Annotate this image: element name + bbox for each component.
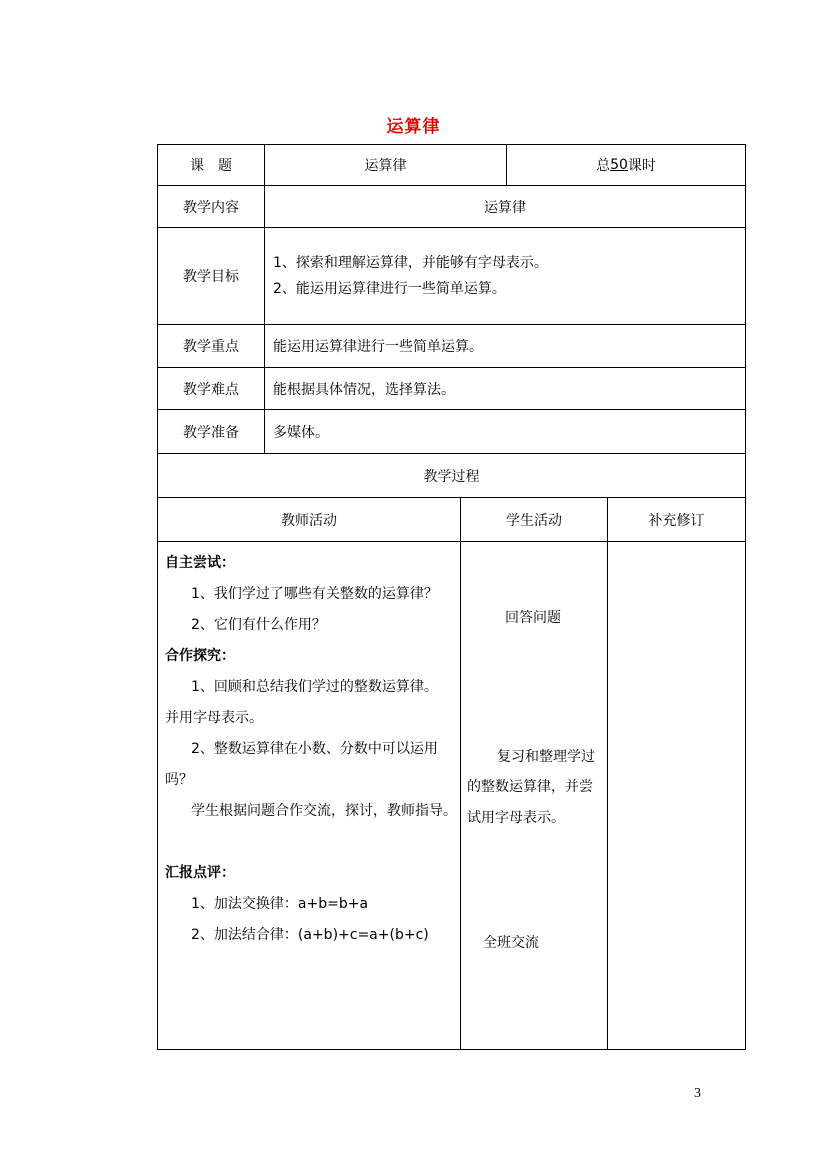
focus-value: 能运用运算律进行一些简单运算。 <box>273 339 483 355</box>
difficulty-label: 教学难点 <box>158 368 265 409</box>
difficulty-value: 能根据具体情况，选择算法。 <box>273 381 455 398</box>
teacher-activity-content <box>158 542 461 1049</box>
row-process-content <box>157 542 746 1050</box>
section-heading-report: 汇报点评： <box>165 865 235 881</box>
period-suffix: 课时 <box>627 158 656 174</box>
teacher-line: 2、它们有什么作用？ <box>191 617 326 633</box>
row-objectives <box>157 228 746 325</box>
row-activity-headers <box>157 498 746 542</box>
student-line: 复习和整理学过 <box>497 749 595 765</box>
topic-value: 运算律 <box>265 145 507 185</box>
teacher-line: 吗？ <box>165 772 193 788</box>
period-prefix: 总 <box>596 158 611 174</box>
student-line: 试用字母表示。 <box>467 810 565 826</box>
focus-label: 教学重点 <box>158 325 265 367</box>
objective-item: 1、探索和理解运算律，并能够有字母表示。 <box>273 255 548 271</box>
revise-header: 补充修订 <box>648 512 705 529</box>
student-line: 的整数运算律，并尝 <box>467 779 593 795</box>
content-value: 运算律 <box>484 199 526 216</box>
teacher-line-blank <box>165 827 460 858</box>
row-difficulty <box>157 368 746 410</box>
teacher-line: 1、加法交换律：a+b=b+a <box>191 896 369 912</box>
objectives-label: 教学目标 <box>158 228 265 324</box>
row-preparation <box>157 410 746 454</box>
teacher-line: 2、加法结合律：(a+b)+c=a+(b+c) <box>191 927 429 943</box>
teacher-activity-header: 教师活动 <box>158 498 461 541</box>
period-number: 50 <box>610 157 628 173</box>
teacher-line: 1、我们学过了哪些有关整数的运算律？ <box>191 586 438 602</box>
objectives-list <box>265 228 745 324</box>
teacher-line: 并用字母表示。 <box>165 710 263 726</box>
student-activity-header: 学生活动 <box>461 498 608 541</box>
objective-item: 2、能运用运算律进行一些简单运算。 <box>273 281 506 297</box>
section-heading-cooperate: 合作探究： <box>165 648 235 664</box>
document-title: 运算律 <box>386 117 441 137</box>
revise-content <box>608 542 745 1049</box>
row-focus <box>157 325 746 368</box>
row-topic <box>157 144 746 186</box>
row-content <box>157 186 746 228</box>
teacher-line: 学生根据问题合作交流，探讨，教师指导。 <box>191 803 457 819</box>
page-number: 3 <box>694 1086 701 1101</box>
content-label: 教学内容 <box>158 186 265 227</box>
section-heading-self-try: 自主尝试： <box>165 555 235 571</box>
student-activity-content <box>461 542 608 1049</box>
teacher-line: 2、整数运算律在小数、分数中可以运用 <box>191 741 438 757</box>
prep-label: 教学准备 <box>158 410 265 453</box>
lesson-plan-table <box>157 144 746 1050</box>
row-process-heading <box>157 454 746 498</box>
period-cell <box>507 145 745 185</box>
student-line: 全班交流 <box>483 935 539 951</box>
teacher-line: 1、回顾和总结我们学过的整数运算律。 <box>191 679 438 695</box>
prep-value: 多媒体。 <box>273 424 329 441</box>
process-heading: 教学过程 <box>423 468 480 485</box>
student-line: 回答问题 <box>505 610 561 626</box>
topic-label: 课 题 <box>158 145 265 185</box>
